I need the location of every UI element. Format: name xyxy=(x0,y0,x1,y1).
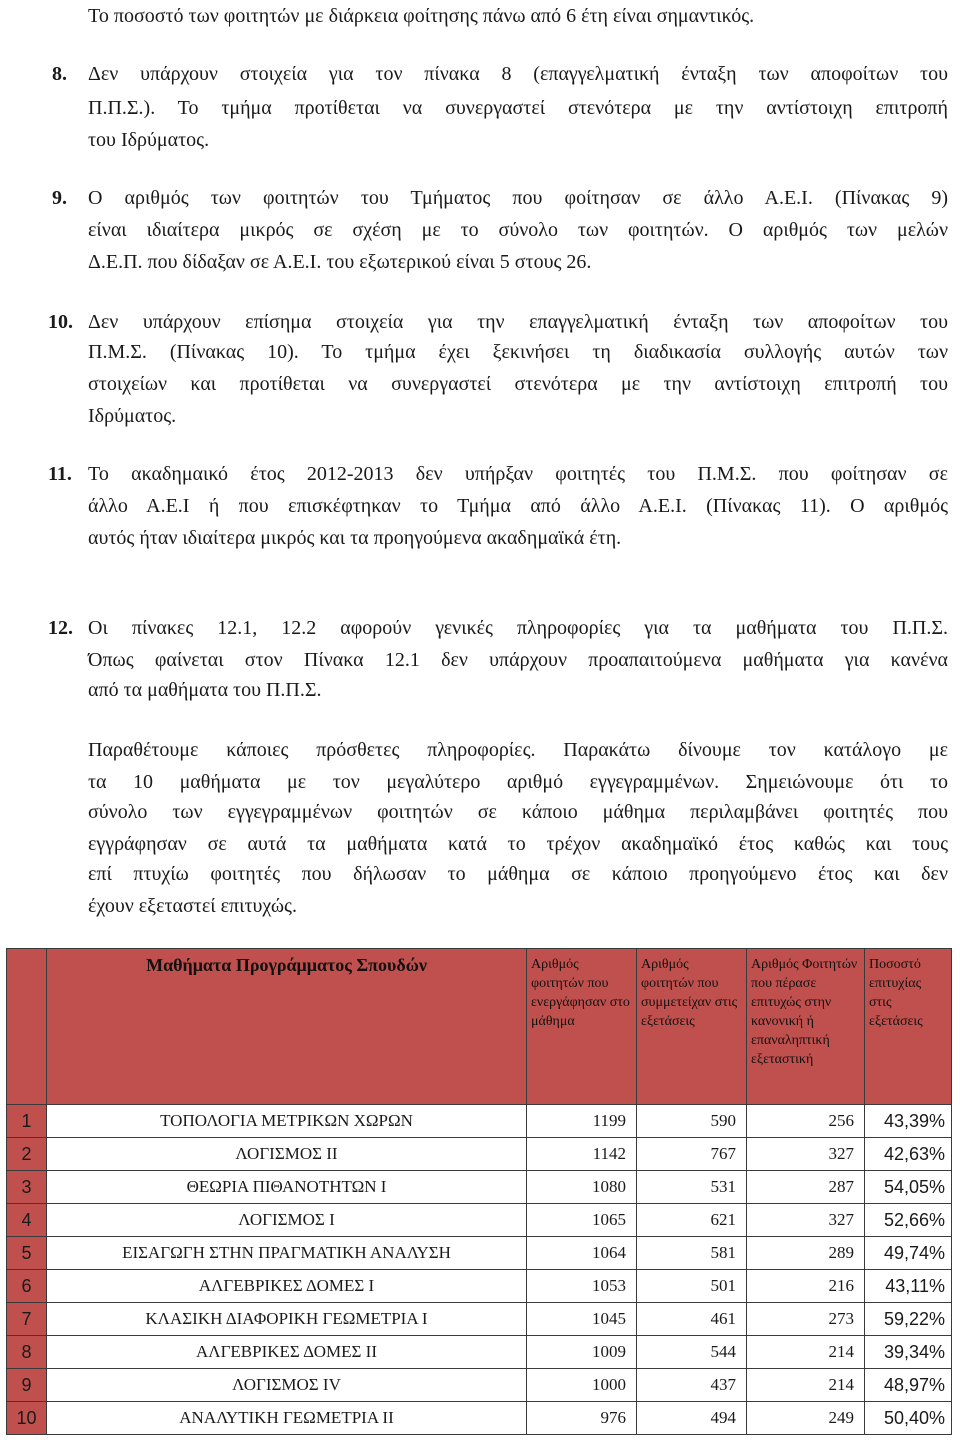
course-name: ΕΙΣΑΓΩΓΗ ΣΤΗΝ ΠΡΑΓΜΑΤΙΚΗ ΑΝΑΛΥΣΗ xyxy=(47,1237,527,1270)
success-rate: 49,74% xyxy=(865,1237,952,1270)
enrolled-count: 1053 xyxy=(527,1270,637,1303)
examined-count: 581 xyxy=(637,1237,747,1270)
course-name: ΛΟΓΙΣΜΟΣ ΙΙ xyxy=(47,1138,527,1171)
success-rate: 48,97% xyxy=(865,1369,952,1402)
course-name: ΛΟΓΙΣΜΟΣ Ι xyxy=(47,1204,527,1237)
passed-count: 289 xyxy=(747,1237,865,1270)
paragraph-13-line-5: επί πτυχίω φοιτητές που δήλωσαν το μάθημα σε κάποιο προηγούμενο έτος και δεν xyxy=(88,863,948,885)
enrolled-count: 1065 xyxy=(527,1204,637,1237)
success-rate: 54,05% xyxy=(865,1171,952,1204)
enrolled-count: 1064 xyxy=(527,1237,637,1270)
paragraph-9-line-3: Δ.Ε.Π. που δίδαξαν σε Α.Ε.Ι. του εξωτερικού είναι 5 στους 26. xyxy=(88,251,592,273)
paragraph-10-line-1: Δεν υπάρχουν επίσημα στοιχεία για την επαγγελματική ένταξη των αποφοίτων του xyxy=(88,311,948,333)
paragraph-13-line-2: τα 10 μαθήματα με τον μεγαλύτερο αριθμό εγγεγραμμένων. Σημειώνουμε ότι το xyxy=(88,771,948,793)
header-enrolled: Αριθμός φοιτητών που ενεργάφησαν στο μάθημα xyxy=(527,949,637,1105)
row-index: 2 xyxy=(7,1138,47,1171)
paragraph-12-line-1: Οι πίνακες 12.1, 12.2 αφορούν γενικές πληροφορίες για τα μαθήματα του Π.Π.Σ. xyxy=(88,617,948,639)
examined-count: 461 xyxy=(637,1303,747,1336)
table-row xyxy=(7,1303,952,1336)
item-number-8: 8. xyxy=(52,63,67,85)
enrolled-count: 1142 xyxy=(527,1138,637,1171)
table-row xyxy=(7,1402,952,1435)
row-index: 10 xyxy=(7,1402,47,1435)
enrolled-count: 976 xyxy=(527,1402,637,1435)
course-name: ΘΕΩΡΙΑ ΠΙΘΑΝΟΤΗΤΩΝ Ι xyxy=(47,1171,527,1204)
paragraph-13-line-3: σύνολο των εγγεγραμμένων φοιτητών σε κάποιο μάθημα περιλαμβάνει φοιτητές που xyxy=(88,801,948,823)
paragraph-9-line-2: είναι ιδιαίτερα μικρός σε σχέση με το σύνολο των φοιτητών. Ο αριθμός των μελών xyxy=(88,219,948,241)
enrolled-count: 1009 xyxy=(527,1336,637,1369)
courses-table xyxy=(6,948,952,1435)
table-row xyxy=(7,1237,952,1270)
passed-count: 256 xyxy=(747,1105,865,1138)
row-index: 9 xyxy=(7,1369,47,1402)
header-examined: Αριθμός φοιτητών που συμμετείχαν στις εξετάσεις xyxy=(637,949,747,1105)
examined-count: 621 xyxy=(637,1204,747,1237)
paragraph-9-line-1: Ο αριθμός των φοιτητών του Τμήματος που φοίτησαν σε άλλο Α.Ε.Ι. (Πίνακας 9) xyxy=(88,187,948,209)
success-rate: 39,34% xyxy=(865,1336,952,1369)
table-row xyxy=(7,1105,952,1138)
table-row xyxy=(7,1336,952,1369)
success-rate: 43,39% xyxy=(865,1105,952,1138)
item-number-11: 11. xyxy=(48,463,72,485)
paragraph-11-line-1: Το ακαδημαικό έτος 2012-2013 δεν υπήρξαν φοιτητές του Π.Μ.Σ. που φοίτησαν σε xyxy=(88,463,948,485)
paragraph-10-line-4: Ιδρύματος. xyxy=(88,405,177,427)
success-rate: 52,66% xyxy=(865,1204,952,1237)
table-header-row xyxy=(7,949,952,1105)
examined-count: 767 xyxy=(637,1138,747,1171)
item-number-9: 9. xyxy=(52,187,67,209)
passed-count: 249 xyxy=(747,1402,865,1435)
row-index: 8 xyxy=(7,1336,47,1369)
paragraph-8-line-3: του Ιδρύματος. xyxy=(88,129,210,151)
enrolled-count: 1000 xyxy=(527,1369,637,1402)
examined-count: 531 xyxy=(637,1171,747,1204)
paragraph-11-line-3: αυτός ήταν ιδιαίτερα μικρός και τα προηγούμενα ακαδημαϊκά έτη. xyxy=(88,527,622,549)
row-index: 4 xyxy=(7,1204,47,1237)
row-index: 6 xyxy=(7,1270,47,1303)
table-row xyxy=(7,1171,952,1204)
success-rate: 42,63% xyxy=(865,1138,952,1171)
paragraph-8-line-1: Δεν υπάρχουν στοιχεία για τον πίνακα 8 (επαγγελματική ένταξη των αποφοίτων του xyxy=(88,63,948,85)
paragraph-7-tail: Το ποσοστό των φοιτητών με διάρκεια φοίτησης πάνω από 6 έτη είναι σημαντικός. xyxy=(88,5,755,27)
row-index: 7 xyxy=(7,1303,47,1336)
course-name: ΚΛΑΣΙΚΗ ΔΙΑΦΟΡΙΚΗ ΓΕΩΜΕΤΡΙΑ Ι xyxy=(47,1303,527,1336)
header-courses-title: Μαθήματα Προγράμματος Σπουδών xyxy=(47,949,527,1105)
header-index-cell xyxy=(7,949,47,1105)
examined-count: 501 xyxy=(637,1270,747,1303)
paragraph-13-line-4: εγγράφησαν σε αυτά τα μαθήματα κατά το τρέχον ακαδημαϊκό έτος καθώς και τους xyxy=(88,833,948,855)
table-row xyxy=(7,1138,952,1171)
success-rate: 43,11% xyxy=(865,1270,952,1303)
paragraph-12-line-3: από τα μαθήματα του Π.Π.Σ. xyxy=(88,679,322,701)
table-row xyxy=(7,1369,952,1402)
enrolled-count: 1045 xyxy=(527,1303,637,1336)
row-index: 5 xyxy=(7,1237,47,1270)
passed-count: 214 xyxy=(747,1336,865,1369)
passed-count: 216 xyxy=(747,1270,865,1303)
examined-count: 494 xyxy=(637,1402,747,1435)
header-success-rate: Ποσοστό επιτυχίας στις εξετάσεις xyxy=(865,949,952,1105)
course-name: ΤΟΠΟΛΟΓΙΑ ΜΕΤΡΙΚΩΝ ΧΩΡΩΝ xyxy=(47,1105,527,1138)
examined-count: 544 xyxy=(637,1336,747,1369)
paragraph-11-line-2: άλλο Α.Ε.Ι ή που επισκέφτηκαν το Τμήμα από άλλο Α.Ε.Ι. (Πίνακας 11). Ο αριθμός xyxy=(88,495,948,517)
success-rate: 59,22% xyxy=(865,1303,952,1336)
paragraph-10-line-2: Π.Μ.Σ. (Πίνακας 10). Το τμήμα έχει ξεκινήσει τη διαδικασία συλλογής αυτών των xyxy=(88,341,948,363)
passed-count: 287 xyxy=(747,1171,865,1204)
passed-count: 327 xyxy=(747,1204,865,1237)
row-index: 1 xyxy=(7,1105,47,1138)
header-passed: Αριθμός Φοιτητών που πέρασε επιτυχώς στην κανονική ή επαναληπτική εξεταστική xyxy=(747,949,865,1105)
examined-count: 590 xyxy=(637,1105,747,1138)
course-name: ΑΛΓΕΒΡΙΚΕΣ ΔΟΜΕΣ ΙΙ xyxy=(47,1336,527,1369)
enrolled-count: 1080 xyxy=(527,1171,637,1204)
item-number-10: 10. xyxy=(48,311,73,333)
paragraph-8-line-2: Π.Π.Σ.). Το τμήμα προτίθεται να συνεργαστεί στενότερα με την αντίστοιχη επιτροπή xyxy=(88,97,948,119)
paragraph-13-line-1: Παραθέτουμε κάποιες πρόσθετες πληροφορίες. Παρακάτω δίνουμε τον κατάλογο με xyxy=(88,739,948,761)
passed-count: 214 xyxy=(747,1369,865,1402)
success-rate: 50,40% xyxy=(865,1402,952,1435)
enrolled-count: 1199 xyxy=(527,1105,637,1138)
examined-count: 437 xyxy=(637,1369,747,1402)
passed-count: 273 xyxy=(747,1303,865,1336)
paragraph-13-line-6: έχουν εξεταστεί επιτυχώς. xyxy=(88,895,297,917)
table-row xyxy=(7,1204,952,1237)
paragraph-12-line-2: Όπως φαίνεται στον Πίνακα 12.1 δεν υπάρχουν προαπαιτούμενα μαθήματα για κανένα xyxy=(88,649,948,671)
row-index: 3 xyxy=(7,1171,47,1204)
passed-count: 327 xyxy=(747,1138,865,1171)
course-name: ΑΝΑΛΥΤΙΚΗ ΓΕΩΜΕΤΡΙΑ ΙΙ xyxy=(47,1402,527,1435)
paragraph-10-line-3: στοιχείων και προτίθεται να συνεργαστεί στενότερα με την αντίστοιχη επιτροπή του xyxy=(88,373,948,395)
course-name: ΛΟΓΙΣΜΟΣ ΙV xyxy=(47,1369,527,1402)
item-number-12: 12. xyxy=(48,617,73,639)
course-name: ΑΛΓΕΒΡΙΚΕΣ ΔΟΜΕΣ Ι xyxy=(47,1270,527,1303)
table-row xyxy=(7,1270,952,1303)
